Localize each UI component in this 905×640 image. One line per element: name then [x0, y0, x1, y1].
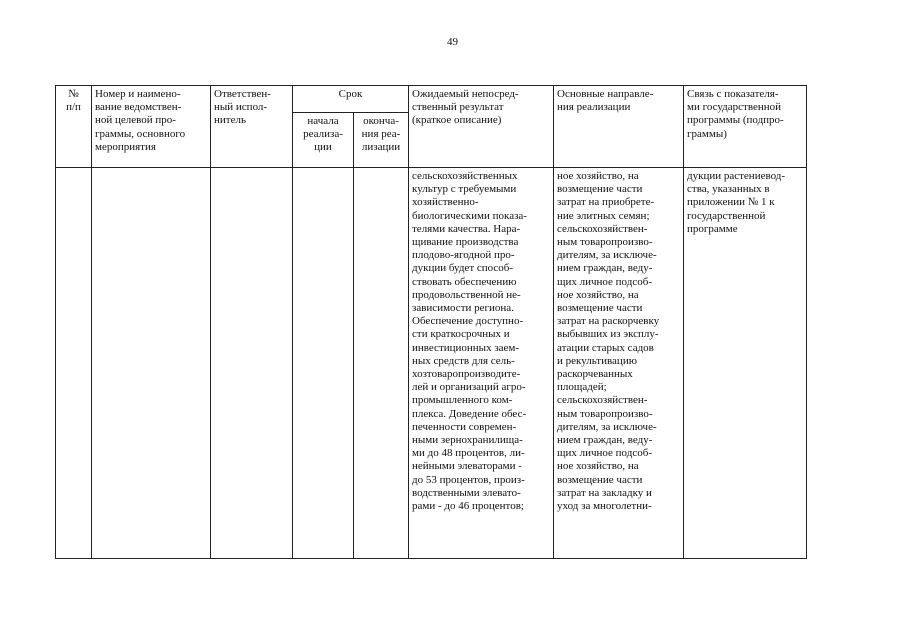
table-row: [56, 168, 807, 559]
cell-link: дукции растениевод- ства, указанных в приложении № 1 к государственной программе: [684, 168, 807, 559]
page-number: 49: [447, 36, 458, 48]
header-row: [56, 86, 807, 113]
header-result: Ожидаемый непосред- ственный результат (краткое описание): [409, 86, 554, 168]
cell-directions: ное хозяйство, на возмещение части затрат на приобрете- ние элитных семян; сельскохозяйствен- ным товаропроизво- дителям, за исключе- нием граждан, веду- щих личное подсоб- ное хозяйство, на возмещение части затрат на раскорчевку выбывших из эксплу- атации старых садов и рекультивацию раскорчеванных площадей; сельскохозяйствен- ным товаропроизво- дителям, за исключе- нием граждан, веду- щих личное подсоб- ное хозяйство, на возмещение части затрат на закладку и уход за многолетни-: [554, 168, 684, 559]
header-directions: Основные направле- ния реализации: [554, 86, 684, 168]
header-name: Номер и наимено- вание ведомствен- ной целевой про- граммы, основного мероприятия: [92, 86, 211, 168]
cell-term-start: [293, 168, 354, 559]
header-term: Срок: [293, 86, 409, 113]
cell-term-end: [354, 168, 409, 559]
header-link: Связь с показателя- ми государственной программы (подпро- граммы): [684, 86, 807, 168]
program-table: [55, 85, 807, 559]
header-responsible: Ответствен- ный испол- нитель: [211, 86, 293, 168]
header-term-start: начала реализа- ции: [293, 113, 354, 168]
header-term-end: оконча- ния реа- лизации: [354, 113, 409, 168]
header-num: № п/п: [56, 86, 92, 168]
cell-name: [92, 168, 211, 559]
cell-result: сельскохозяйственных культур с требуемыми хозяйственно- биологическими показа- телями качества. Нара- щивание производства плодово-ягодной про- дукции будет способ- ствовать обеспечению продовольственной не- зависимости региона. Обеспечение доступно- сти краткосрочных и инвестиционных заем- ных средств для сель- хозтоваропроизводите- лей и организаций агро- промышленного ком- плекса. Доведение обес- печенности современ- ными зернохранилища- ми до 48 процентов, ли- нейными элеваторами - до 53 процентов, произ- водственными элевато- рами - до 46 процентов;: [409, 168, 554, 559]
cell-num: [56, 168, 92, 559]
cell-responsible: [211, 168, 293, 559]
